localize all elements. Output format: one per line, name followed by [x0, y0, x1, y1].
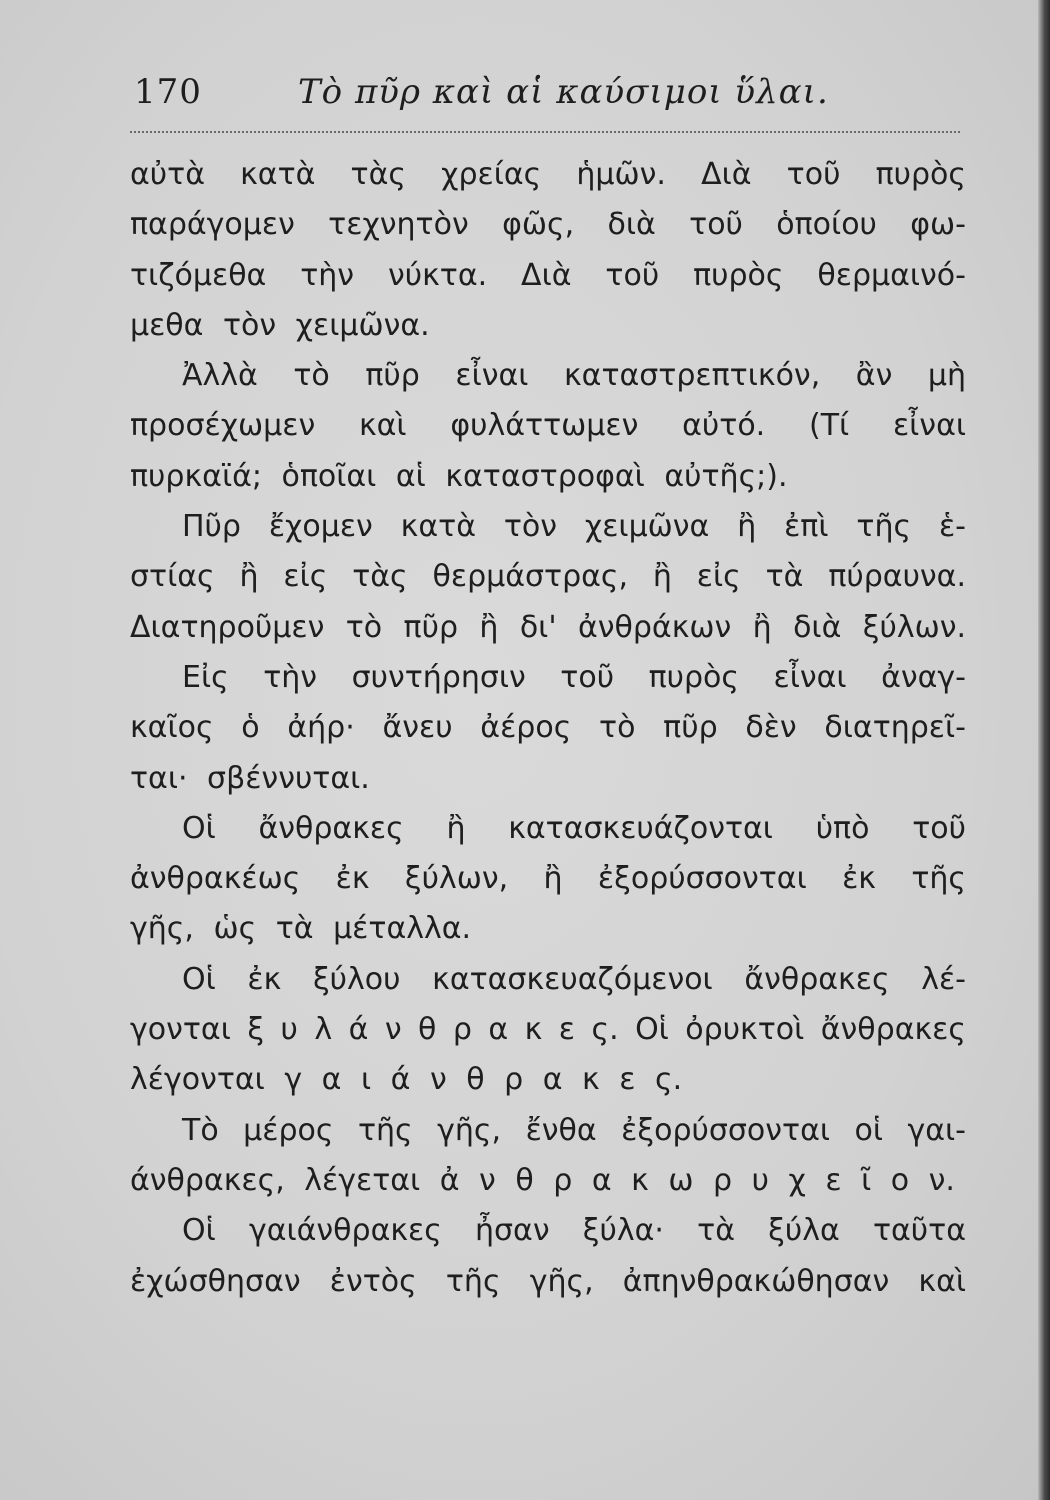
text-line: προσέχωμεν καὶ φυλάττωμεν αὐτό. (Τί εἶναι: [130, 408, 966, 444]
text-line: μεθα τὸν χειμῶνα.: [130, 307, 430, 343]
running-title: Τὸ πῦρ καὶ αἱ καύσιμοι ὕλαι.: [298, 72, 829, 112]
text-line: καῖος ὁ ἀήρ· ἄνευ ἀέρος τὸ πῦρ δὲν διατηρεῖ-: [130, 710, 966, 746]
header-rule: [130, 131, 960, 133]
text-line: Εἰς τὴν συντήρησιν τοῦ πυρὸς εἶναι ἀναγ-: [182, 659, 966, 695]
page-header: [130, 72, 960, 122]
text-line: ται· σβέννυται.: [130, 760, 370, 796]
text-line: αὐτὰ κατὰ τὰς χρείας ἡμῶν. Διὰ τοῦ πυρὸς: [130, 157, 966, 192]
text-line: Οἱ γαιάνθρακες ἦσαν ξύλα· τὰ ξύλα ταῦτα: [182, 1213, 966, 1249]
text-line: γῆς, ὡς τὰ μέταλλα.: [130, 911, 472, 947]
text-line: λέγονται γ α ι ά ν θ ρ α κ ε ς.: [130, 1062, 683, 1098]
text-line: τιζόμεθα τὴν νύκτα. Διὰ τοῦ πυρὸς θερμαινό-: [130, 257, 966, 293]
book-spine-edge: [1038, 0, 1050, 1500]
text-line: Οἱ ἐκ ξύλου κατασκευαζόμενοι ἄνθρακες λέ-: [182, 961, 966, 997]
text-line: Πῦρ ἔχομεν κατὰ τὸν χειμῶνα ἢ ἐπὶ τῆς ἑ-: [182, 509, 966, 545]
text-line: άνθρακες, λέγεται ἀ ν θ ρ α κ ω ρ υ χ ε ῖ ο ν.: [130, 1162, 955, 1198]
page-number: 170: [134, 72, 202, 112]
text-line: γονται ξ υ λ ά ν θ ρ α κ ε ς. Οἱ ὀρυκτοὶ ἄνθρακες: [130, 1012, 966, 1048]
text-line: ἐχώσθησαν ἐντὸς τῆς γῆς, ἀπηνθρακώθησαν καὶ: [130, 1263, 966, 1299]
text-line: Τὸ μέρος τῆς γῆς, ἔνθα ἐξορύσσονται οἱ γαι-: [182, 1112, 966, 1148]
text-line: Διατηροῦμεν τὸ πῦρ ἢ δι' ἀνθράκων ἢ διὰ ξύλων.: [130, 609, 966, 645]
text-line: Ἀλλὰ τὸ πῦρ εἶναι καταστρεπτικόν, ἂν μὴ: [182, 358, 966, 394]
text-line: στίας ἢ εἰς τὰς θερμάστρας, ἢ εἰς τὰ πύραυνα.: [130, 559, 966, 595]
text-line: ἀνθρακέως ἐκ ξύλων, ἢ ἐξορύσσονται ἐκ τῆς: [130, 861, 966, 897]
body-text: [130, 150, 966, 1307]
text-line: πυρκαϊά; ὁποῖαι αἱ καταστροφαὶ αὐτῆς;).: [130, 458, 788, 494]
text-line: Οἱ ἄνθρακες ἢ κατασκευάζονται ὑπὸ τοῦ: [182, 810, 966, 846]
text-line: παράγομεν τεχνητὸν φῶς, διὰ τοῦ ὁποίου φω-: [130, 207, 966, 243]
